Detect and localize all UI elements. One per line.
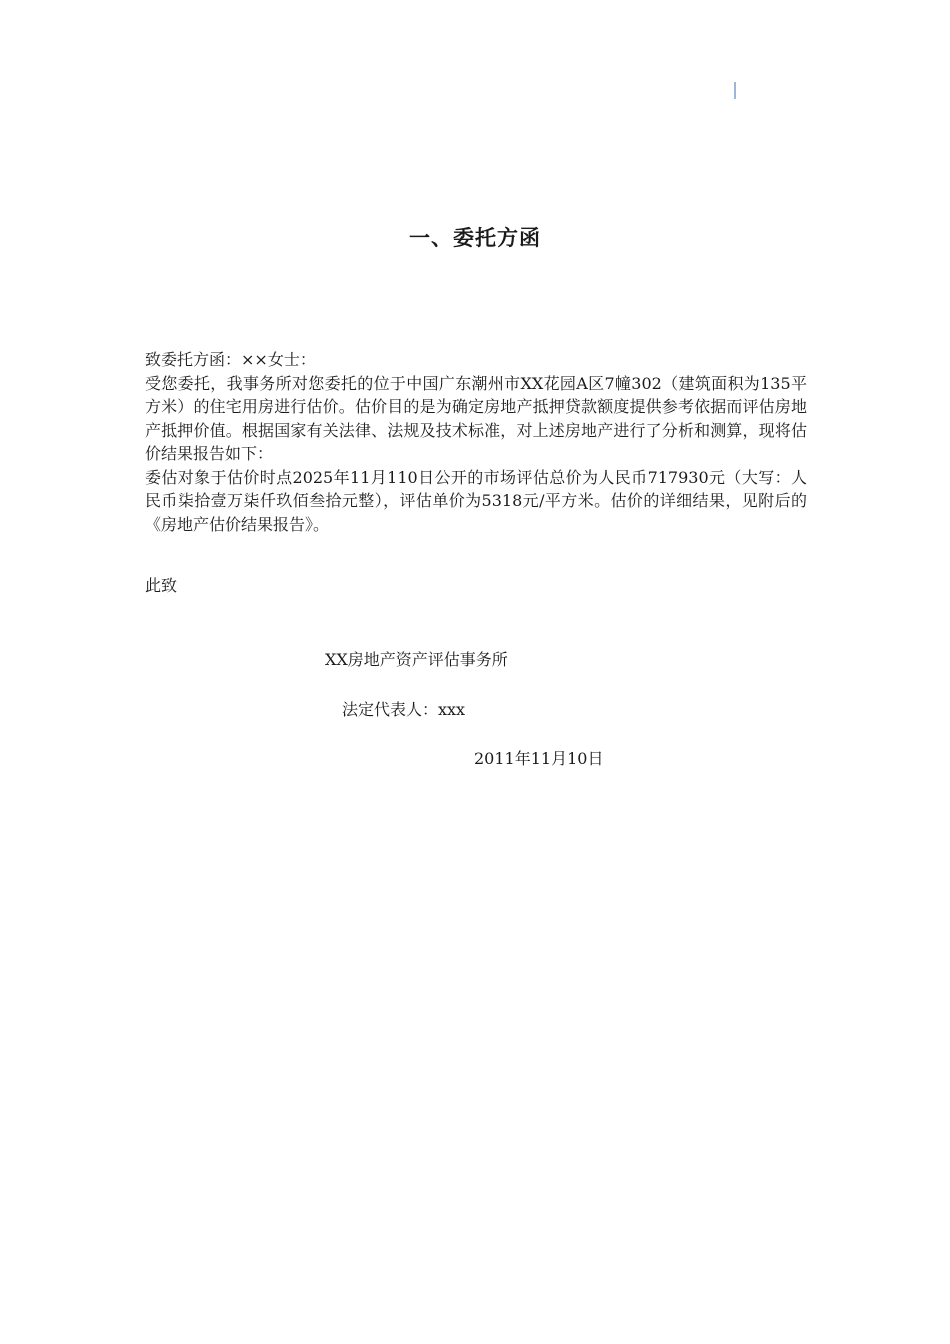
signature-date: 2011年11月10日 <box>474 749 604 768</box>
paragraph-valuation-result: 委估对象于估价时点2025年11月110日公开的市场评估总价为人民币717930元（大写：人民币柒拾壹万柒仟玖佰叁拾元整），评估单价为5318元/平方米。估价的详细结果，见附后的《房地产估价结果报告》。 <box>145 467 807 534</box>
page-title: 一、委托方函 <box>409 226 541 250</box>
letter-body <box>145 348 807 536</box>
addressee-line: 致委托方函：××女士： <box>145 350 316 369</box>
signature-organization: XX房地产资产评估事务所 <box>325 650 508 669</box>
closing-line: 此致 <box>145 576 178 595</box>
text-cursor <box>734 82 736 99</box>
paragraph-commission: 受您委托，我事务所对您委托的位于中国广东潮州市XX花园A区7幢302（建筑面积为135平方米）的住宅用房进行估价。估价目的是为确定房地产抵押贷款额度提供参考依据而评估房地产抵押价值。根据国家有关法律、法规及技术标准，对上述房地产进行了分析和测算，现将估价结果报告如下： <box>145 373 807 463</box>
signature-representative: 法定代表人：xxx <box>342 700 466 719</box>
